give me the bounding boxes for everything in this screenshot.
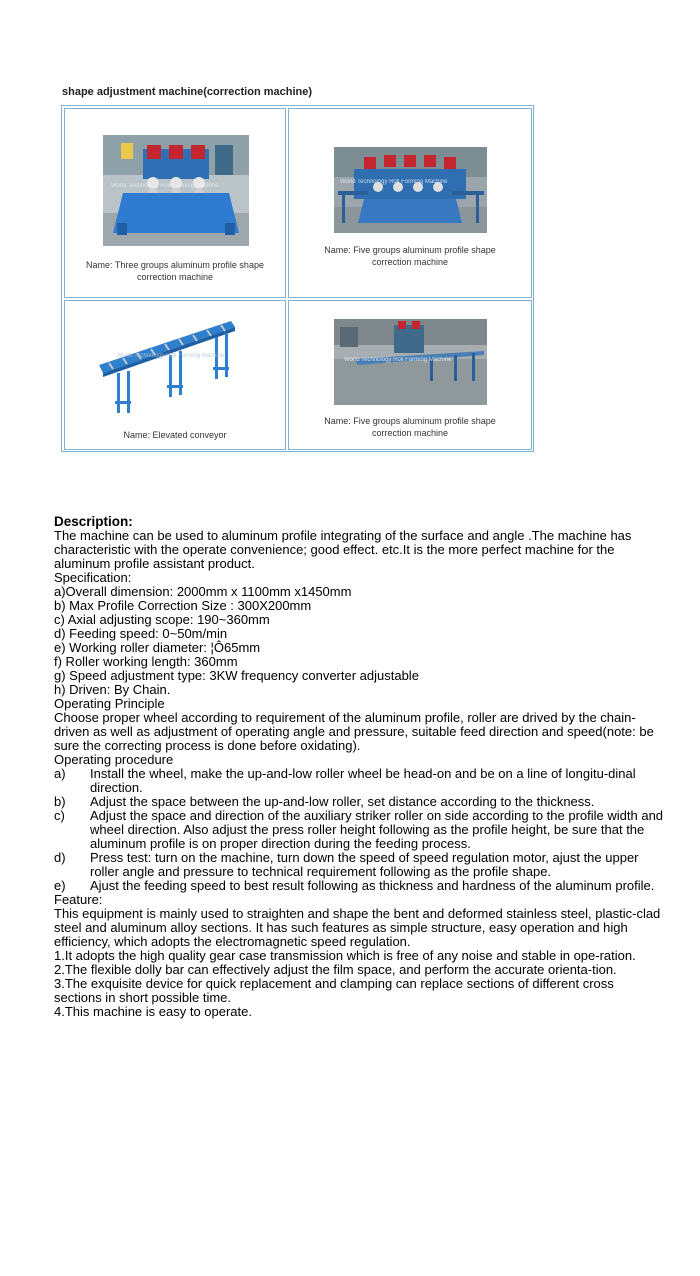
procedure-step-label: a) (54, 766, 66, 781)
feature-item: 4.This machine is easy to operate. (54, 1004, 252, 1019)
feature-item: 3.The exquisite device for quick replacement and clamping can replace sections of different cross sections in short possible time. (54, 976, 614, 1005)
operating-principle-text: Choose proper wheel according to requirement of the aluminum profile, roller are drived by the chain-driven as well as adjustment of operating angle and pressure, suitable feed direction and speed(note: be sure the correcting process is done before oxidating). (54, 710, 654, 753)
watermark-text: World Technology Roll Forming Machine (344, 357, 452, 363)
three-groups-machine-photo[interactable] (103, 135, 249, 246)
procedure-step-text: Adjust the space between the up-and-low roller, set distance according to the thickness. (90, 794, 595, 809)
description-intro: The machine can be used to aluminum profile integrating of the surface and angle .The machine has characteristic with the operate convenience; good effect. etc.It is the more perfect machine for the aluminum profile assistant product. (54, 528, 632, 571)
page-heading: shape adjustment machine(correction machine) (62, 86, 313, 98)
procedure-step-label: b) (54, 794, 66, 809)
watermark-text: World Technology Roll Forming Machine (117, 353, 225, 359)
operating-principle-title: Operating Principle (54, 696, 165, 711)
caption-line: correction machine (371, 428, 449, 438)
caption-line: Name: Elevated conveyor (123, 430, 227, 440)
feature-intro: This equipment is mainly used to straighten and shape the bent and deformed stainless steel, plastic-clad steel and aluminum alloy sections. It has such features as simple structure, easy operation and high efficiency, which adopts the electromagnetic speed regulation. (54, 906, 661, 949)
five-groups-caption (289, 244, 531, 268)
procedure-step-label: c) (54, 808, 65, 823)
procedure-step-label: d) (54, 850, 66, 865)
spec-item: f) Roller working length: 360mm (54, 654, 238, 669)
caption-line: Name: Three groups aluminum profile shape (86, 260, 264, 270)
feature-title: Feature: (54, 892, 103, 907)
description-title: Description: (54, 514, 133, 529)
feature-item: 2.The flexible dolly bar can effectively adjust the film space, and perform the accurate orienta-tion. (54, 962, 617, 977)
procedure-step-text: Press test: turn on the machine, turn down the speed of speed regulation motor, ajust the upper roller angle and pressure to technical requirement following as the profile shape. (90, 850, 639, 879)
caption-line: Name: Five groups aluminum profile shape (324, 245, 496, 255)
gallery-cell-five-groups-workshop (288, 300, 532, 450)
procedure-step (54, 767, 664, 795)
feature-item: 1.It adopts the high quality gear case transmission which is free of any noise and stable in ope-ration. (54, 948, 636, 963)
procedure-step (54, 879, 664, 893)
spec-item: e) Working roller diameter: ¦Ô65mm (54, 640, 261, 655)
procedure-step-text: Install the wheel, make the up-and-low roller wheel be head-on and be on a line of longitu-dinal direction. (90, 766, 636, 795)
spec-item: d) Feeding speed: 0~50m/min (54, 626, 228, 641)
product-description (54, 515, 664, 1019)
procedure-step-text: Ajust the feeding speed to best result following as thickness and hardness of the aluminum profile. (90, 878, 655, 893)
three-groups-caption (65, 259, 285, 283)
procedure-step (54, 795, 664, 809)
spec-item: h) Driven: By Chain. (54, 682, 171, 697)
spec-item: a)Overall dimension: 2000mm x 1100mm x1450mm (54, 584, 352, 599)
spec-item: g) Speed adjustment type: 3KW frequency converter adjustable (54, 668, 419, 683)
caption-line: Name: Five groups aluminum profile shape (324, 416, 496, 426)
watermark-text: World Technology Roll Forming Machine (111, 183, 219, 189)
gallery-cell-five-groups (288, 108, 532, 298)
elevated-conveyor-photo[interactable] (97, 317, 237, 417)
spec-item: b) Max Profile Correction Size : 300X200mm (54, 598, 312, 613)
five-groups-workshop-caption (289, 415, 531, 439)
procedure-step-label: e) (54, 878, 66, 893)
spec-item: c) Axial adjusting scope: 190~360mm (54, 612, 270, 627)
caption-line: correction machine (136, 272, 214, 282)
operating-procedure-title: Operating procedure (54, 752, 174, 767)
specification-title: Specification: (54, 570, 132, 585)
product-gallery-table (61, 105, 534, 452)
elevated-conveyor-caption (65, 429, 285, 441)
procedure-step (54, 809, 664, 851)
five-groups-workshop-photo[interactable] (334, 319, 487, 405)
caption-line: correction machine (371, 257, 449, 267)
gallery-cell-elevated-conveyor (64, 300, 286, 450)
watermark-text: World Technology Roll Forming Machine (340, 179, 448, 185)
gallery-cell-three-groups (64, 108, 286, 298)
procedure-step-text: Adjust the space and direction of the auxiliary striker roller on side according to the profile width and wheel direction. Also adjust the press roller height following as the profile height, be sure that the aluminum profile is on proper direction during the feeding process. (90, 808, 664, 851)
procedure-step (54, 851, 664, 879)
five-groups-machine-photo[interactable] (334, 147, 487, 233)
